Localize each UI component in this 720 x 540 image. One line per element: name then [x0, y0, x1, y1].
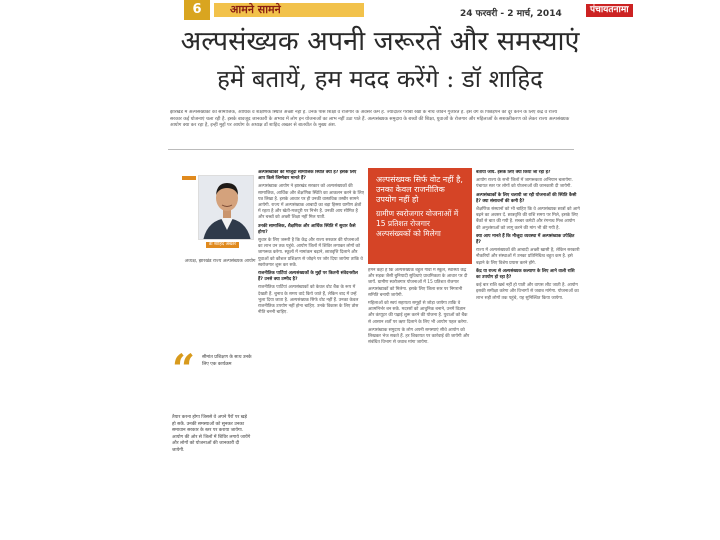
highlight-text-2: ग्रामीण स्वरोजगार योजनाओं में 15 प्रतिशत रोजगार अल्पसंख्यकों को मिलेगा	[376, 209, 459, 238]
page-number: 6	[184, 0, 210, 20]
answer: अल्पसंख्यक समुदाय के लोग अपनी समस्याएं सीधे आयोग को लिखकर भेज सकते हैं. हर शिकायत पर कार्रवाई की जायेगी और संबंधित विभाग से जवाब मांगा जायेगा.	[368, 327, 470, 346]
pull-quote-text-2: तैयार करना होगा जिससे वे अपने पैरों पर खड़े हो सकें. उनकी समस्याओं को सुनकर उनका समाधान सरकार के स्तर पर कराया जायेगा. आयोग की ओर से जिलों में शिविर लगाये जायेंगे और लोगों को योजनाओं की जानकारी दी जायेगी.	[172, 415, 251, 453]
headline-line-2: हमें बतायें, हम मदद करेंगे : डॉ शाहिद	[217, 65, 543, 93]
answer: हमने कहा है कि अल्पसंख्यक बहुल गांवों में स्कूल, स्वास्थ्य केंद्र और सड़क जैसी बुनियादी सुविधाएं प्राथमिकता के आधार पर दी जायें. ग्रामीण स्वरोजगार योजनाओं में 15 प्रतिशत रोजगार अल्पसंख्यकों को मिलेगा. इसके लिए जिला स्तर पर निगरानी समिति बनायी जायेगी.	[368, 268, 468, 298]
answer: आयोग राज्य के सभी जिलों में जागरूकता अभियान चलायेगा. पंचायत स्तर पर लोगों को योजनाओं की जानकारी दी जायेगी.	[476, 178, 573, 190]
question: राजनीतिक पार्टियां अल्पसंख्यकों के मुद्दों पर कितनी संवेदनशील हैं? उनसे क्या उम्मीद है?	[258, 271, 358, 283]
headline-line-1: अल्पसंख्यक अपनी जरूरतें और समस्याएं	[180, 26, 580, 57]
photo-caption: डॉ शाहिद अख्तर	[206, 242, 239, 248]
question: क्या आप मानते हैं कि मौजूदा व्यवस्था में अल्पसंख्यक उपेक्षित हैं?	[476, 233, 575, 246]
question: बताया जाये. इसके लिए क्या किया जा रहा है?	[476, 170, 551, 175]
pull-quote-text-1: सीमांत प्रशिक्षण के साथ उनके लिए एक कार्यक्रम	[202, 355, 252, 367]
issue-date: 24 फरवरी - 2 मार्च, 2014	[460, 9, 562, 19]
page-header	[0, 0, 720, 20]
highlight-box	[368, 168, 472, 264]
question: केंद्र या राज्य से अल्पसंख्यक कल्याण के लिए आने वाली राशि का उपयोग हो रहा है?	[476, 268, 575, 281]
quote-mark-icon: “	[172, 346, 196, 393]
article-column-3	[476, 170, 580, 535]
answer: शैक्षणिक संस्थानों को भी चाहिए कि वे अल्पसंख्यक छात्रों को आगे बढ़ने का अवसर दें. छात्रवृत्ति की राशि समय पर मिले, इसके लिए बैंकों से बात की गयी है. सच्चर कमेटी और रंगनाथ मिश्र आयोग की अनुशंसाओं को लागू करने की मांग भी की गयी है.	[476, 207, 580, 231]
photo-accent	[182, 176, 196, 180]
answer: कई बार राशि खर्च नहीं हो पाती और वापस लौट जाती है. आयोग इसकी समीक्षा करेगा और विभागों से जवाब मांगेगा. योजनाओं का लाभ सही लोगों तक पहुंचे, यह सुनिश्चित किया जायेगा.	[476, 283, 579, 301]
question: उनकी सामाजिक, शैक्षणिक और आर्थिक स्थिति में सुधार कैसे होगा?	[258, 223, 356, 235]
pull-quote	[172, 346, 252, 453]
answer: सुधार के लिए जरूरी है कि केंद्र और राज्य सरकार की योजनाओं का लाभ उन तक पहुंचे. आयोग जिलों में शिविर लगाकर लोगों को जागरूक करेगा. स्कूलों में नामांकन बढ़ाने, छात्रवृत्ति दिलाने और युवाओं को कौशल प्रशिक्षण से जोड़ने पर जोर दिया जायेगा ताकि वे स्वरोजगार शुरू कर सकें.	[258, 238, 363, 268]
publication-name: पंचायतनामा	[586, 4, 633, 17]
article-column-1	[258, 170, 364, 535]
answer: राज्य में अल्पसंख्यकों की आबादी अच्छी खासी है, लेकिन सरकारी नौकरियों और संस्थाओं में उनका प्रतिनिधित्व बहुत कम है. इसे बढ़ाने के लिए विशेष प्रयास करने होंगे.	[476, 248, 580, 266]
article-column-2	[368, 268, 470, 535]
answer: राजनीतिक पार्टियां अल्पसंख्यकों को केवल वोट बैंक के रूप में देखती हैं. चुनाव के समय वादे किये जाते हैं, लेकिन बाद में उन्हें भुला दिया जाता है. अल्पसंख्यक सिर्फ वोट नहीं हैं. उनका केवल राजनीतिक उपयोग नहीं होना चाहिए. उनके विकास के लिए ठोस नीति बननी चाहिए.	[258, 285, 359, 316]
question: अल्पसंख्यकों के लिए चलायी जा रही योजनाओं की स्थिति कैसी है? क्या संसाधनों की कमी है?	[476, 192, 577, 204]
question: अल्पसंख्यकों की मौजूदा सामाजिक स्थिति क्या है? इसके लिए आप किसे जिम्मेवार मानते हैं?	[258, 170, 357, 182]
intro-paragraph: झारखंड में अल्पसंख्यकों को सामाजिक, आर्थिक व शैक्षणिक स्थिति अच्छी नहीं है. उनके पास शिक्षा व रोजगार के अवसर कम हैं. ज्यादातर गरीबी रेखा के नीचे जीवन गुजारते हैं. इस वर्ग के पिछड़ेपन को दूर करने के लिए केंद्र व राज्य सरकार कई योजनाएं चला रही है. इसके बावजूद जानकारी के अभाव में लोग इन योजनाओं का लाभ नहीं उठा पाते हैं. अल्पसंख्यक समुदाय के बच्चों की शिक्षा, युवाओं के रोजगार और महिलाओं के सशक्तीकरण को लेकर राज्य अल्पसंख्यक आयोग क्या कर रहा है, इन्हीं मुद्दों पर आयोग के अध्यक्ष डॉ शाहिद अख्तर से बातचीत के मुख्य अंश.	[170, 110, 570, 128]
section-label: आमने सामने	[214, 3, 364, 17]
answer: अल्पसंख्यक आयोग ने झारखंड सरकार को अल्पसंख्यकों की सामाजिक, आर्थिक और शैक्षणिक स्थिति का आकलन करने के लिए पत्र लिखा है. इसके आधार पर ही उनकी वास्तविक तस्वीर सामने आयेगी. राज्य में अल्पसंख्यक आबादी का बड़ा हिस्सा ग्रामीण क्षेत्रों में रहता है और खेती-मजदूरी पर निर्भर है. उनकी आय सीमित है और बच्चों को अच्छी शिक्षा नहीं मिल पाती.	[258, 184, 364, 221]
answer: महिलाओं को स्वयं सहायता समूहों से जोड़ा जायेगा ताकि वे आत्मनिर्भर बन सकें. मदरसों को आधुनिक बनाने, उनमें विज्ञान और कंप्यूटर की पढ़ाई शुरू करने की योजना है. युवाओं को बैंक से आसान शर्तों पर ऋण दिलाने के लिए भी आयोग पहल करेगा.	[368, 301, 468, 325]
person-designation: अध्यक्ष, झारखंड राज्य अल्पसंख्यक आयोग	[184, 259, 256, 264]
highlight-text-1: अल्पसंख्यक सिर्फ वोट नहीं है, उनका केवल राजनीतिक उपयोग नहीं हो	[376, 175, 463, 204]
portrait-photo	[198, 175, 254, 240]
person-portrait-icon	[199, 176, 254, 240]
divider	[168, 149, 574, 150]
